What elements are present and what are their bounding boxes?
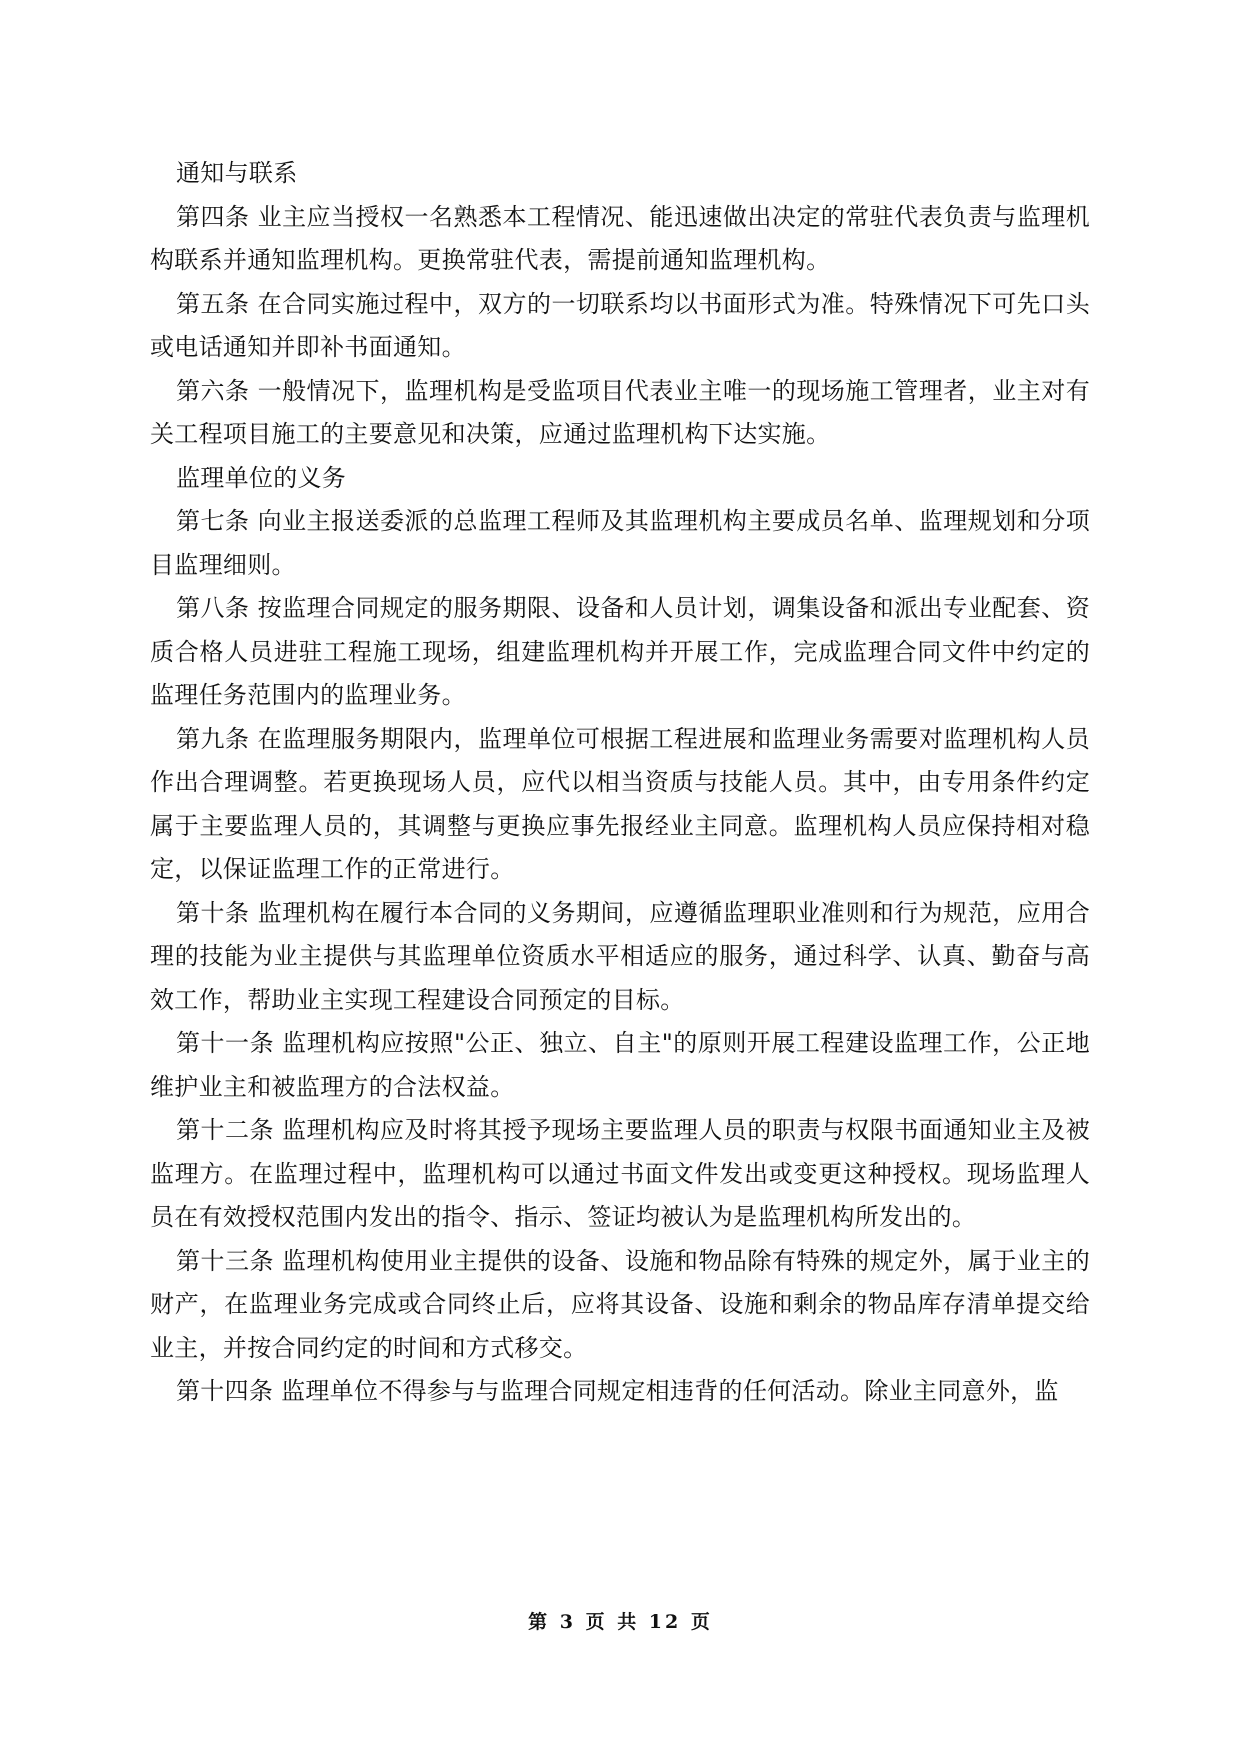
clause-11: 第十一条 监理机构应按照"公正、独立、自主"的原则开展工程建设监理工作，公正地维护业主和被监理方的合法权益。 [150, 1029, 1090, 1101]
section-heading-notice: 通知与联系 [176, 159, 298, 187]
clause-10: 第十条 监理机构在履行本合同的义务期间，应遵循监理职业准则和行为规范，应用合理的技能为业主提供与其监理单位资质水平相适应的服务，通过科学、认真、勤奋与高效工作，帮助业主实现工程建设合同预定的目标。 [150, 898, 1090, 1014]
clause-14: 第十四条 监理单位不得参与与监理合同规定相违背的任何活动。除业主同意外，监 [176, 1377, 1059, 1405]
clause-5: 第五条 在合同实施过程中，双方的一切联系均以书面形式为准。特殊情况下可先口头或电话通知并即补书面通知。 [150, 289, 1090, 361]
clause-7: 第七条 向业主报送委派的总监理工程师及其监理机构主要成员名单、监理规划和分项目监理细则。 [150, 507, 1090, 579]
page-number-footer: 第 3 页 共 12 页 [528, 1611, 713, 1633]
clause-6: 第六条 一般情况下，监理机构是受监项目代表业主唯一的现场施工管理者，业主对有关工程项目施工的主要意见和决策，应通过监理机构下达实施。 [150, 376, 1090, 448]
section-heading-obligations: 监理单位的义务 [176, 463, 347, 492]
clause-9: 第九条 在监理服务期限内，监理单位可根据工程进展和监理业务需要对监理机构人员作出合理调整。若更换现场人员，应代以相当资质与技能人员。其中，由专用条件约定属于主要监理人员的，其调整与更换应事先报经业主同意。监理机构人员应保持相对稳定，以保证监理工作的正常进行。 [150, 724, 1090, 883]
clause-4: 第四条 业主应当授权一名熟悉本工程情况、能迅速做出决定的常驻代表负责与监理机构联系并通知监理机构。更换常驻代表，需提前通知监理机构。 [150, 202, 1090, 274]
clause-8: 第八条 按监理合同规定的服务期限、设备和人员计划，调集设备和派出专业配套、资质合格人员进驻工程施工现场，组建监理机构并开展工作，完成监理合同文件中约定的监理任务范围内的监理业务。 [150, 594, 1090, 709]
document-body [150, 152, 1090, 1414]
clause-12: 第十二条 监理机构应及时将其授予现场主要监理人员的职责与权限书面通知业主及被监理方。在监理过程中，监理机构可以通过书面文件发出或变更这种授权。现场监理人员在有效授权范围内发出的指令、指示、签证均被认为是监理机构所发出的。 [150, 1116, 1090, 1231]
clause-13: 第十三条 监理机构使用业主提供的设备、设施和物品除有特殊的规定外，属于业主的财产，在监理业务完成或合同终止后，应将其设备、设施和剩余的物品库存清单提交给业主，并按合同约定的时间和方式移交。 [150, 1246, 1090, 1362]
